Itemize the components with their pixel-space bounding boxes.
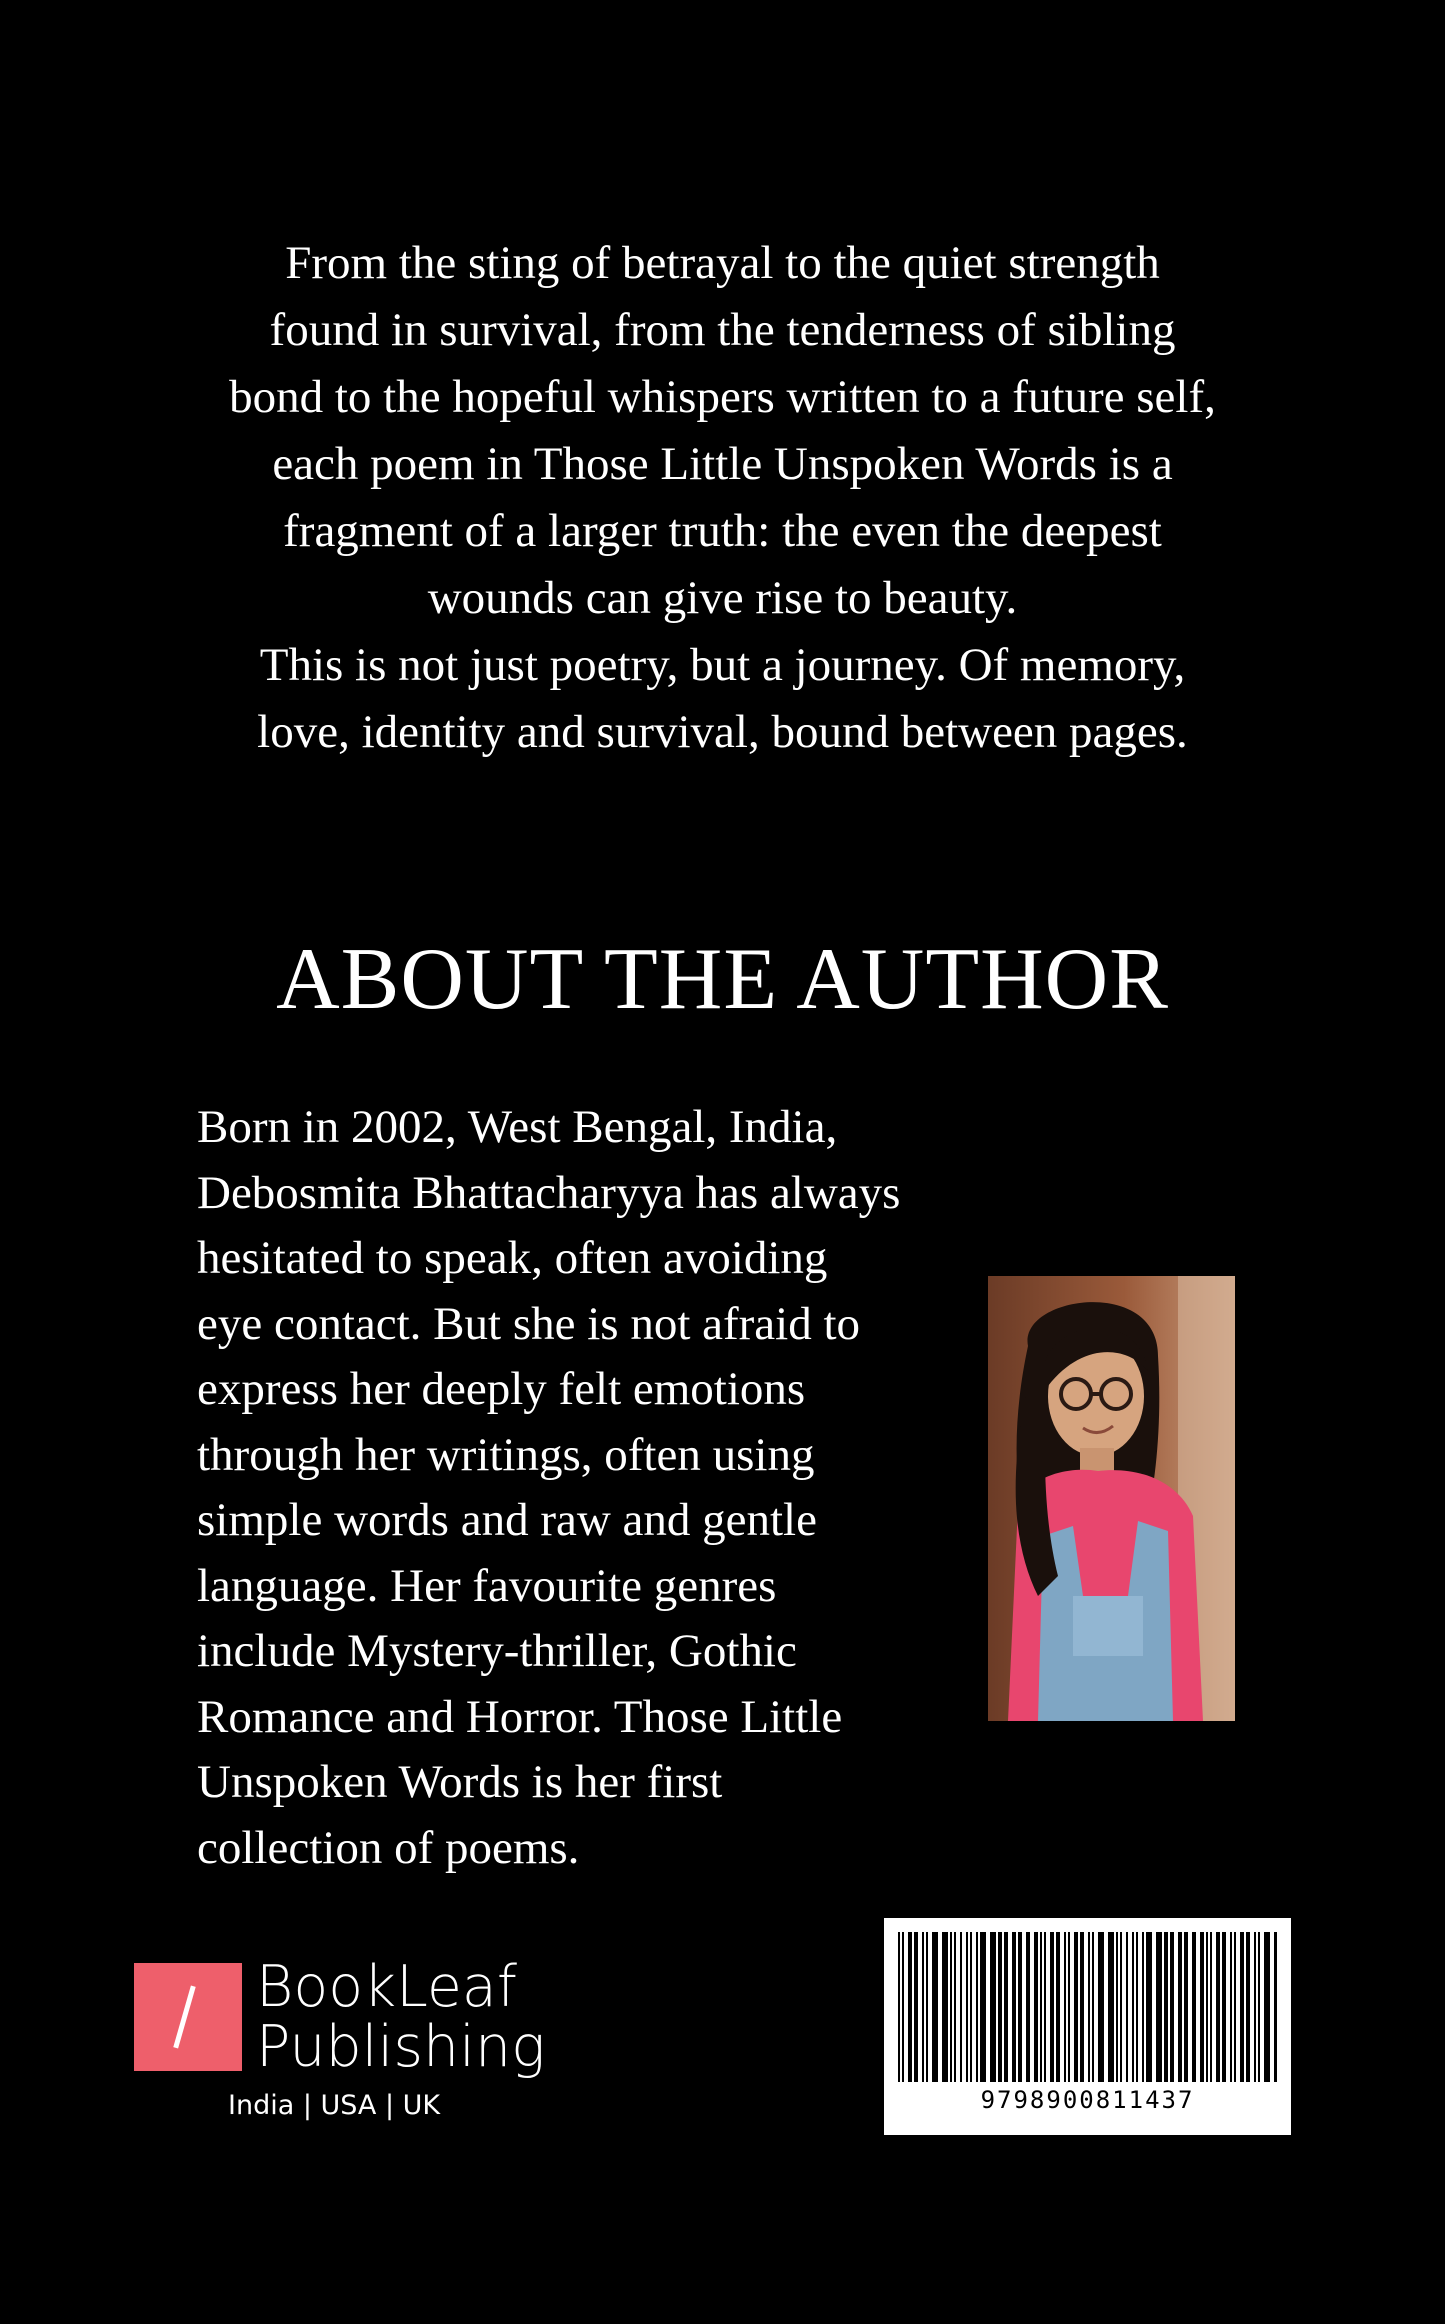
bio-line: include Mystery-thriller, Gothic (197, 1625, 797, 1677)
barcode-bar (926, 1932, 928, 2082)
barcode-bar (970, 1932, 972, 2082)
barcode-bar (1080, 1932, 1084, 2082)
barcode-bar (960, 1932, 962, 2082)
barcode-bar (942, 1932, 948, 2082)
barcode-bar (1126, 1932, 1128, 2082)
barcode-bar (1120, 1932, 1122, 2082)
blurb-line: each poem in Those Little Unspoken Words is a (272, 438, 1173, 490)
publisher-name-line1: BookLeaf (256, 1954, 517, 2020)
bio-line: express her deeply felt emotions (197, 1363, 806, 1415)
bio-line: Unspoken Words is her first (197, 1756, 723, 1808)
barcode-bar (1004, 1932, 1008, 2082)
back-cover-blurb (150, 230, 1295, 766)
barcode-bar (954, 1932, 956, 2082)
blurb-line: fragment of a larger truth: the even the deepest (283, 505, 1162, 557)
publisher-regions: India | USA | UK (228, 2090, 441, 2121)
barcode-bar (1068, 1932, 1070, 2082)
publisher-name-line2: Publishing (256, 2014, 546, 2080)
barcode-bar (1222, 1932, 1226, 2082)
barcode-bar (1074, 1932, 1078, 2082)
barcode-bar (1064, 1932, 1066, 2082)
barcode-bar (1230, 1932, 1232, 2082)
barcode-bar (1192, 1932, 1196, 2082)
barcode-bar (1026, 1932, 1030, 2082)
barcode-bar (1056, 1932, 1060, 2082)
barcode-bar (980, 1932, 986, 2082)
barcode-bar (950, 1932, 952, 2082)
barcode-bar (1170, 1932, 1174, 2082)
barcode-bar (1254, 1932, 1256, 2082)
barcode-bar (966, 1932, 968, 2082)
barcode-bar (914, 1932, 918, 2082)
bio-line: eye contact. But she is not afraid to (197, 1297, 861, 1350)
barcode-bar (1246, 1932, 1250, 2082)
barcode-bar (1092, 1932, 1094, 2082)
barcode-bar (1034, 1932, 1038, 2082)
barcode-bar (1088, 1932, 1090, 2082)
barcode-bar (932, 1932, 938, 2082)
blurb-line: bond to the hopeful whispers written to a future self, (229, 371, 1216, 423)
publisher-logo (134, 1954, 554, 2138)
barcode-bar (1200, 1932, 1204, 2082)
barcode-bar (1142, 1932, 1144, 2082)
author-bio (197, 1095, 977, 1881)
barcode-bar (1210, 1932, 1212, 2082)
bio-line: hesitated to speak, often avoiding (197, 1232, 828, 1284)
author-photo (988, 1276, 1235, 1721)
barcode-bar (898, 1932, 900, 2082)
bio-line: Romance and Horror. Those Little (197, 1690, 843, 1743)
barcode-bar (1240, 1932, 1244, 2082)
blurb-line: love, identity and survival, bound between pages. (257, 706, 1188, 758)
isbn-barcode (884, 1918, 1291, 2135)
bio-line: through her writings, often using (197, 1428, 815, 1481)
about-author-heading: ABOUT THE AUTHOR (276, 931, 1169, 1028)
bio-line: simple words and raw and gentle (197, 1494, 817, 1546)
barcode-bar (990, 1932, 996, 2082)
barcode-bar (976, 1932, 978, 2082)
publisher-name (256, 1954, 546, 2080)
blurb-line: This is not just poetry, but a journey. Of memory, (259, 639, 1186, 691)
blurb-line: wounds can give rise to beauty. (427, 572, 1018, 624)
barcode-bar (1018, 1932, 1022, 2082)
publisher-mark-icon (134, 1963, 242, 2071)
barcode-bar (1132, 1932, 1134, 2082)
blurb-line: From the sting of betrayal to the quiet strength (285, 237, 1160, 289)
barcode-bar (1044, 1932, 1046, 2082)
barcode-bar (998, 1932, 1002, 2082)
barcode-bar (1156, 1932, 1162, 2082)
barcode-bar (1040, 1932, 1042, 2082)
barcode-bar (1098, 1932, 1104, 2082)
bio-line: Debosmita Bhattacharyya has always (197, 1166, 901, 1219)
barcode-bar (1108, 1932, 1114, 2082)
barcode-bar (1178, 1932, 1182, 2082)
barcode-bar (1274, 1932, 1277, 2082)
barcode-bar (1164, 1932, 1168, 2082)
barcode-bar (1264, 1932, 1270, 2082)
barcode-bar (1146, 1932, 1152, 2082)
bio-line: language. Her favourite genres (197, 1559, 777, 1612)
barcode-bar (902, 1932, 904, 2082)
barcode-bar (922, 1932, 924, 2082)
barcode-number: 9798900811437 (980, 2086, 1195, 2114)
barcode-bar (1258, 1932, 1260, 2082)
barcode-bar (1216, 1932, 1220, 2082)
barcode-bar (1206, 1932, 1208, 2082)
barcode-bar (1184, 1932, 1188, 2082)
barcode-bar (1136, 1932, 1138, 2082)
barcode-bar (1116, 1932, 1118, 2082)
bio-line: Born in 2002, West Bengal, India, (197, 1101, 838, 1153)
barcode-bar (1234, 1932, 1236, 2082)
barcode-bar (908, 1932, 912, 2082)
bio-line: collection of poems. (197, 1821, 580, 1874)
barcode-bar (1012, 1932, 1016, 2082)
barcode-bar (1050, 1932, 1054, 2082)
blurb-line: found in survival, from the tenderness of sibling (269, 304, 1176, 356)
